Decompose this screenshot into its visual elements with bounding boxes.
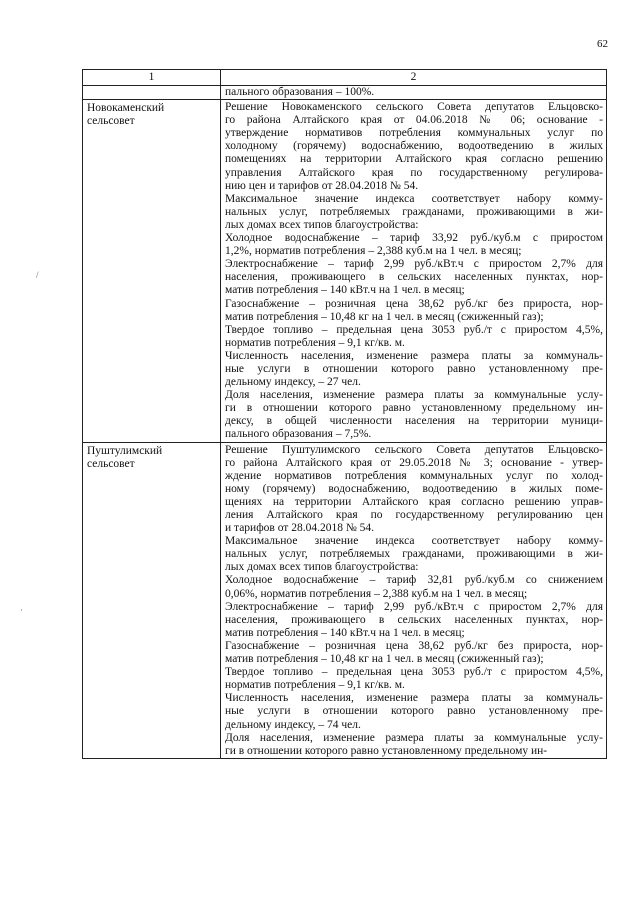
text-line: Максимальное значение индекса соответствует набору комму- — [225, 192, 603, 205]
text-line: нальных услуг, потребляемых гражданами, проживающими в жи- — [225, 205, 603, 218]
text-line: щениях на территории Алтайского края согласно решению управ- — [225, 495, 603, 508]
text-line: населения, проживающего в сельских населенных пунктах, нор- — [225, 613, 603, 626]
text-line: нию цен и тарифов от 28.04.2018 № 54. — [225, 179, 419, 192]
municipality-name-cell — [83, 100, 221, 442]
decision-paragraph — [221, 100, 606, 193]
text-line: ления Алтайского края по государственному регулированию цен — [225, 509, 603, 521]
text-line: Твердое топливо – предельная цена 3053 руб./т с приростом 4,5%, — [225, 323, 603, 336]
text-line: 0,06%, норматив потребления – 2,388 куб.м на 1 чел. в месяц; — [225, 587, 528, 600]
text-line: матив потребления – 140 кВт.ч на 1 чел. в месяц; — [225, 284, 465, 297]
text-line: ждение нормативов потребления коммунальных услуг по холод- — [225, 469, 603, 482]
text-line: дексу, в общей численности населения на территории муници- — [225, 415, 603, 428]
text-line: пального образования – 100%. — [225, 86, 375, 98]
decision-paragraph — [221, 298, 606, 324]
municipality-name-line: сельсовет — [87, 457, 135, 470]
text-line: Электроснабжение – тариф 2,99 руб./кВт.ч с приростом 2,7% для — [225, 258, 603, 271]
text-line: го района Алтайского края от 04.06.2018 № 06; основание - — [225, 114, 603, 127]
decision-paragraph — [221, 574, 606, 600]
text-line: ному (горячему) водоснабжению, водоотведению в жилых поме- — [225, 482, 603, 495]
scan-speck: · — [20, 605, 23, 615]
text-line: Максимальное значение индекса соответствует набору комму- — [225, 535, 603, 548]
decision-paragraph — [221, 193, 606, 232]
decision-paragraph — [221, 258, 606, 297]
decision-paragraph — [221, 389, 606, 441]
text-line: Численность населения, изменение размера платы за коммуналь- — [225, 349, 603, 362]
table-row — [83, 100, 607, 442]
text-line: матив потребления – 10,48 кг на 1 чел. в месяц (сжиженный газ); — [225, 310, 544, 323]
decision-paragraph — [221, 232, 606, 258]
table-header-row — [83, 70, 607, 86]
text-line: Холодное водоснабжение – тариф 33,92 руб./куб.м с приростом — [225, 232, 603, 245]
column-header-1: 1 — [83, 70, 221, 86]
tariff-table — [82, 69, 607, 759]
text-line: Решение Новокаменского сельского Совета депутатов Ельцовско- — [225, 101, 603, 114]
decision-paragraph — [221, 350, 606, 389]
text-line: Газоснабжение – розничная цена 38,62 руб./кг без прироста, нор- — [225, 639, 603, 652]
text-line: нальных услуг, потребляемых гражданами, проживающими в жи- — [225, 548, 603, 561]
municipality-name-cell — [83, 442, 221, 758]
text-line: ги в отношении которого равно установленному предельному ин- — [225, 744, 548, 757]
decision-paragraph — [221, 732, 606, 758]
text-line: норматив потребления – 9,1 кг/кв. м. — [225, 336, 405, 349]
municipality-name-line: Новокаменский — [87, 102, 165, 115]
text-line: пального образования – 7,5%. — [225, 428, 372, 441]
decision-paragraph — [221, 443, 606, 536]
text-line: ги в отношении которого равно установленному предельному ин- — [225, 402, 603, 415]
text-line: населения, проживающего в сельских населенных пунктах, нор- — [225, 271, 603, 284]
text-line: матив потребления – 10,48 кг на 1 чел. в месяц (сжиженный газ); — [225, 653, 544, 666]
text-line: Твердое топливо – предельная цена 3053 руб./т с приростом 4,5%, — [225, 666, 603, 679]
text-line: управления Алтайского края по государственному регулирова- — [225, 166, 603, 179]
continuation-paragraph — [221, 86, 606, 99]
continuation-text-cell — [221, 86, 607, 100]
continuation-name-cell — [83, 86, 221, 100]
text-line: лых домах всех типов благоустройства: — [225, 218, 419, 231]
text-line: го района Алтайского края от 29.05.2018 № 3; основание - утвер- — [225, 456, 603, 469]
text-line: Решение Пуштулимского сельского Совета депутатов Ельцовско- — [225, 443, 603, 456]
decision-paragraph — [221, 692, 606, 731]
text-line: матив потребления – 140 кВт.ч на 1 чел. в месяц; — [225, 626, 465, 639]
decision-paragraph — [221, 601, 606, 640]
decision-paragraph — [221, 640, 606, 666]
text-line: норматив потребления – 9,1 кг/кв. м. — [225, 679, 405, 692]
text-line: Электроснабжение – тариф 2,99 руб./кВт.ч с приростом 2,7% для — [225, 600, 603, 613]
text-line: ные услуги в отношении которого равно установленному пре- — [225, 705, 603, 718]
decision-paragraph — [221, 535, 606, 574]
text-line: 1,2%, норматив потребления – 2,388 куб.м на 1 чел. в месяц; — [225, 245, 522, 258]
decision-text-cell — [221, 100, 607, 442]
text-line: Газоснабжение – розничная цена 38,62 руб./кг без прироста, нор- — [225, 297, 603, 310]
text-line: дельному индексу, – 74 чел. — [225, 718, 361, 731]
text-line: дельному индексу, – 27 чел. — [225, 376, 361, 389]
text-line: Холодное водоснабжение – тариф 32,81 руб./куб.м со снижением — [225, 574, 603, 587]
text-line: ные услуги в отношении которого равно установленному пре- — [225, 362, 603, 375]
text-line: лых домах всех типов благоустройства: — [225, 561, 419, 574]
column-header-2: 2 — [221, 70, 607, 86]
municipality-name-line: Пуштулимский — [87, 444, 163, 457]
text-line: холодному (горячему) водоснабжению, водоотведению в жилых — [225, 140, 603, 153]
decision-text-cell — [221, 442, 607, 758]
decision-paragraph — [221, 666, 606, 692]
text-line: Доля населения, изменение размера платы за коммунальные услу- — [225, 389, 603, 402]
text-line: утверждение нормативов потребления коммунальных услуг по — [225, 127, 603, 140]
municipality-name-line: сельсовет — [87, 115, 135, 128]
continuation-row — [83, 86, 607, 100]
scan-speck: / — [36, 270, 39, 280]
text-line: помещениях на территории Алтайского края согласно решению — [225, 153, 603, 166]
text-line: Доля населения, изменение размера платы за коммунальные услу- — [225, 731, 603, 744]
text-line: и тарифов от 28.04.2018 № 54. — [225, 522, 375, 535]
decision-paragraph — [221, 324, 606, 350]
text-line: Численность населения, изменение размера платы за коммуналь- — [225, 692, 603, 705]
page-number: 62 — [597, 38, 608, 50]
table-row — [83, 442, 607, 758]
